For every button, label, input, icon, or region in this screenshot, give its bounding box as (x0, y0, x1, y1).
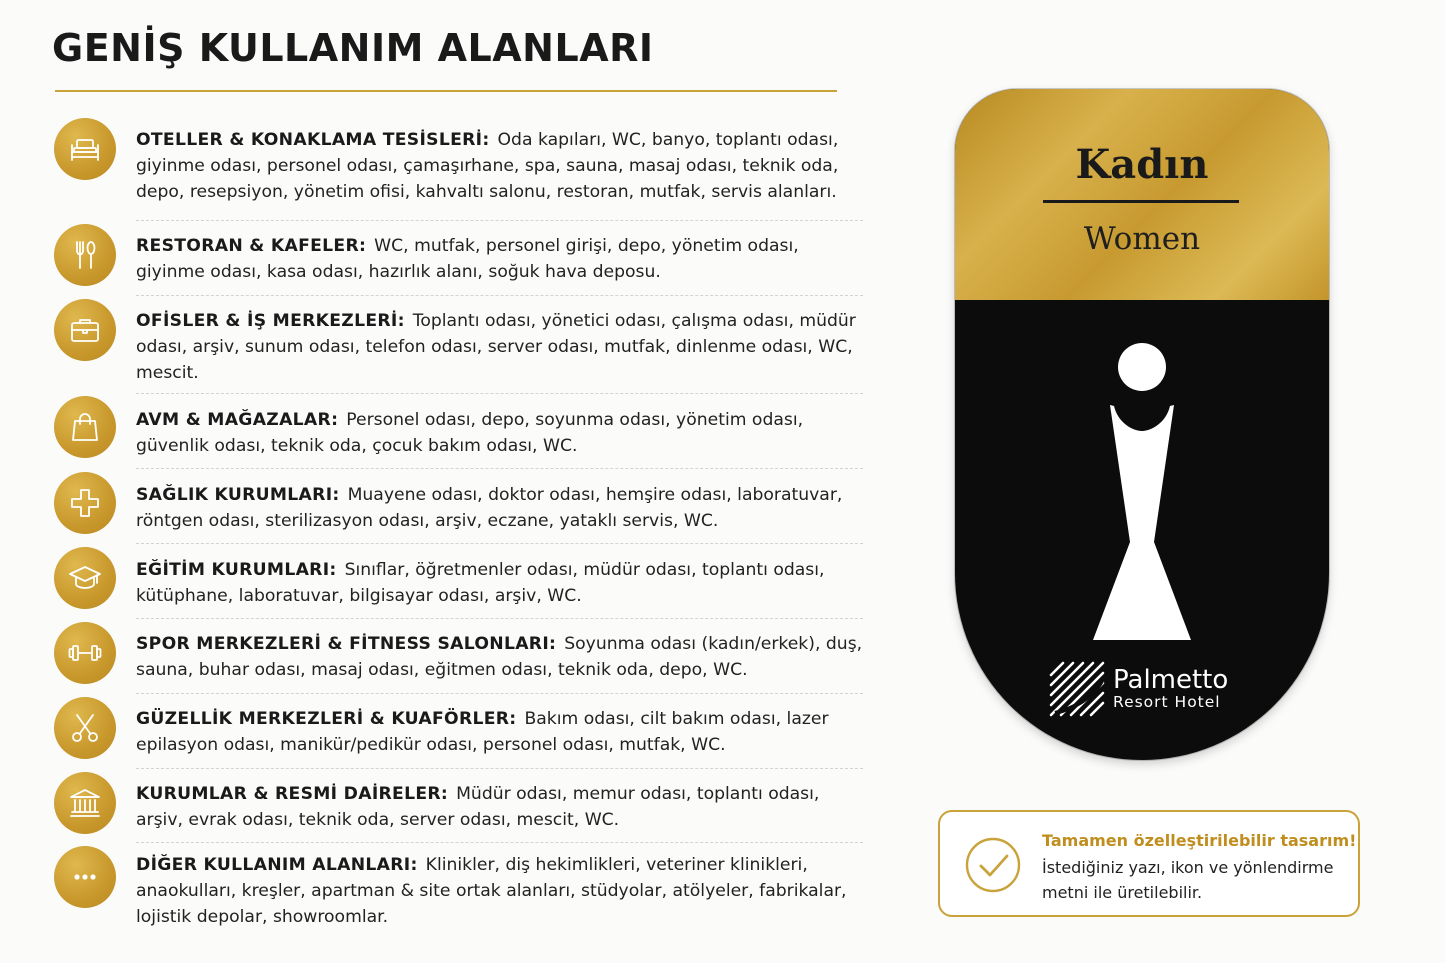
palm-leaf-icon (1047, 659, 1107, 719)
divider (136, 693, 863, 694)
item-heading: GÜZELLİK MERKEZLERİ & KUAFÖRLER: (136, 709, 517, 729)
item-text: Soyunma odası (kadın/erkek), duş, sauna, buhar odası, masaj odası, eğitmen odası, teknik oda, depo, WC. (136, 634, 863, 680)
item-heading: OTELLER & KONAKLAMA TESİSLERİ: (136, 130, 490, 150)
shopping-bag-icon (54, 396, 116, 458)
item-text: Muayene odası, doktor odası, hemşire odası, laboratuvar, röntgen odası, sterilizasyon odası, arşiv, eczane, yataklı servis, WC. (136, 485, 843, 531)
medical-cross-icon (54, 472, 116, 534)
item-text: Personel odası, depo, soyunma odası, yönetim odası, güvenlik odası, teknik oda, çocuk bakım odası, WC. (136, 410, 804, 456)
callout-title: Tamamen özelleştirilebilir tasarım! (1042, 831, 1357, 850)
sign-divider (1043, 200, 1239, 203)
brand-name: Palmetto (1113, 665, 1229, 695)
divider (136, 543, 863, 544)
graduation-cap-icon (54, 547, 116, 609)
item-heading: EĞİTİM KURUMLARI: (136, 560, 337, 580)
brand-logo (1047, 659, 1228, 719)
item-text: WC, mutfak, personel girişi, depo, yönetim odası, giyinme odası, kasa odası, hazırlık alanı, soğuk hava deposu. (136, 236, 799, 282)
briefcase-icon (54, 299, 116, 361)
item-heading: RESTORAN & KAFELER: (136, 236, 367, 256)
fork-spoon-icon (54, 224, 116, 286)
callout-body: İstediğiniz yazı, ikon ve yönlendirme metni ile üretilebilir. (1042, 858, 1334, 902)
divider (136, 295, 863, 296)
sign-gold-panel (955, 89, 1329, 300)
scissors-icon (54, 697, 116, 759)
item-heading: KURUMLAR & RESMİ DAİRELER: (136, 784, 449, 804)
more-dots-icon (54, 846, 116, 908)
page-title: GENİŞ KULLANIM ALANLARI (52, 26, 654, 70)
item-text: Oda kapıları, WC, banyo, toplantı odası, giyinme odası, personel odası, çamaşırhane, spa, sauna, masaj odası, teknik oda, depo, resepsiyon, yönetim ofisi, kahvaltı salonu, restoran, mutfak, servis alanları. (136, 130, 839, 202)
item-heading: OFİSLER & İŞ MERKEZLERİ: (136, 311, 405, 331)
customization-callout (938, 810, 1360, 917)
item-text: Müdür odası, memur odası, toplantı odası, arşiv, evrak odası, teknik oda, server odası, mescit, WC. (136, 784, 820, 830)
item-text: Toplantı odası, yönetici odası, çalışma odası, müdür odası, arşiv, sunum odası, telefon odası, server odası, mutfak, dinlenme odası, WC, mescit. (136, 311, 856, 383)
item-text: Sınıflar, öğretmenler odası, müdür odası, toplantı odası, kütüphane, laboratuvar, bilgisayar odası, arşiv, WC. (136, 560, 825, 606)
sign-label-tr: Kadın (1075, 141, 1209, 188)
item-heading: SAĞLIK KURUMLARI: (136, 485, 340, 505)
divider (136, 393, 863, 394)
item-heading: AVM & MAĞAZALAR: (136, 410, 339, 430)
check-circle-icon (964, 836, 1022, 894)
divider (136, 618, 863, 619)
divider (136, 768, 863, 769)
item-heading: DİĞER KULLANIM ALANLARI: (136, 855, 418, 875)
divider (136, 468, 863, 469)
item-text: Klinikler, diş hekimlikleri, veteriner klinikleri, anaokulları, kreşler, apartman & site ortak alanları, stüdyolar, atölyeler, fabrikalar, lojistik depolar, showroomlar. (136, 855, 847, 927)
item-heading: SPOR MERKEZLERİ & FİTNESS SALONLARI: (136, 634, 557, 654)
title-divider (55, 90, 837, 92)
bed-icon (54, 118, 116, 180)
woman-figure-icon (955, 300, 1329, 700)
item-text: Bakım odası, cilt bakım odası, lazer epilasyon odası, manikür/pedikür odası, personel odası, mutfak, WC. (136, 709, 829, 755)
divider (136, 842, 863, 843)
brand-subtitle: Resort Hotel (1113, 693, 1221, 711)
sign-label-en: Women (1083, 221, 1201, 257)
government-building-icon (54, 772, 116, 834)
door-sign (955, 89, 1329, 760)
divider (136, 220, 863, 221)
dumbbell-icon (54, 622, 116, 684)
